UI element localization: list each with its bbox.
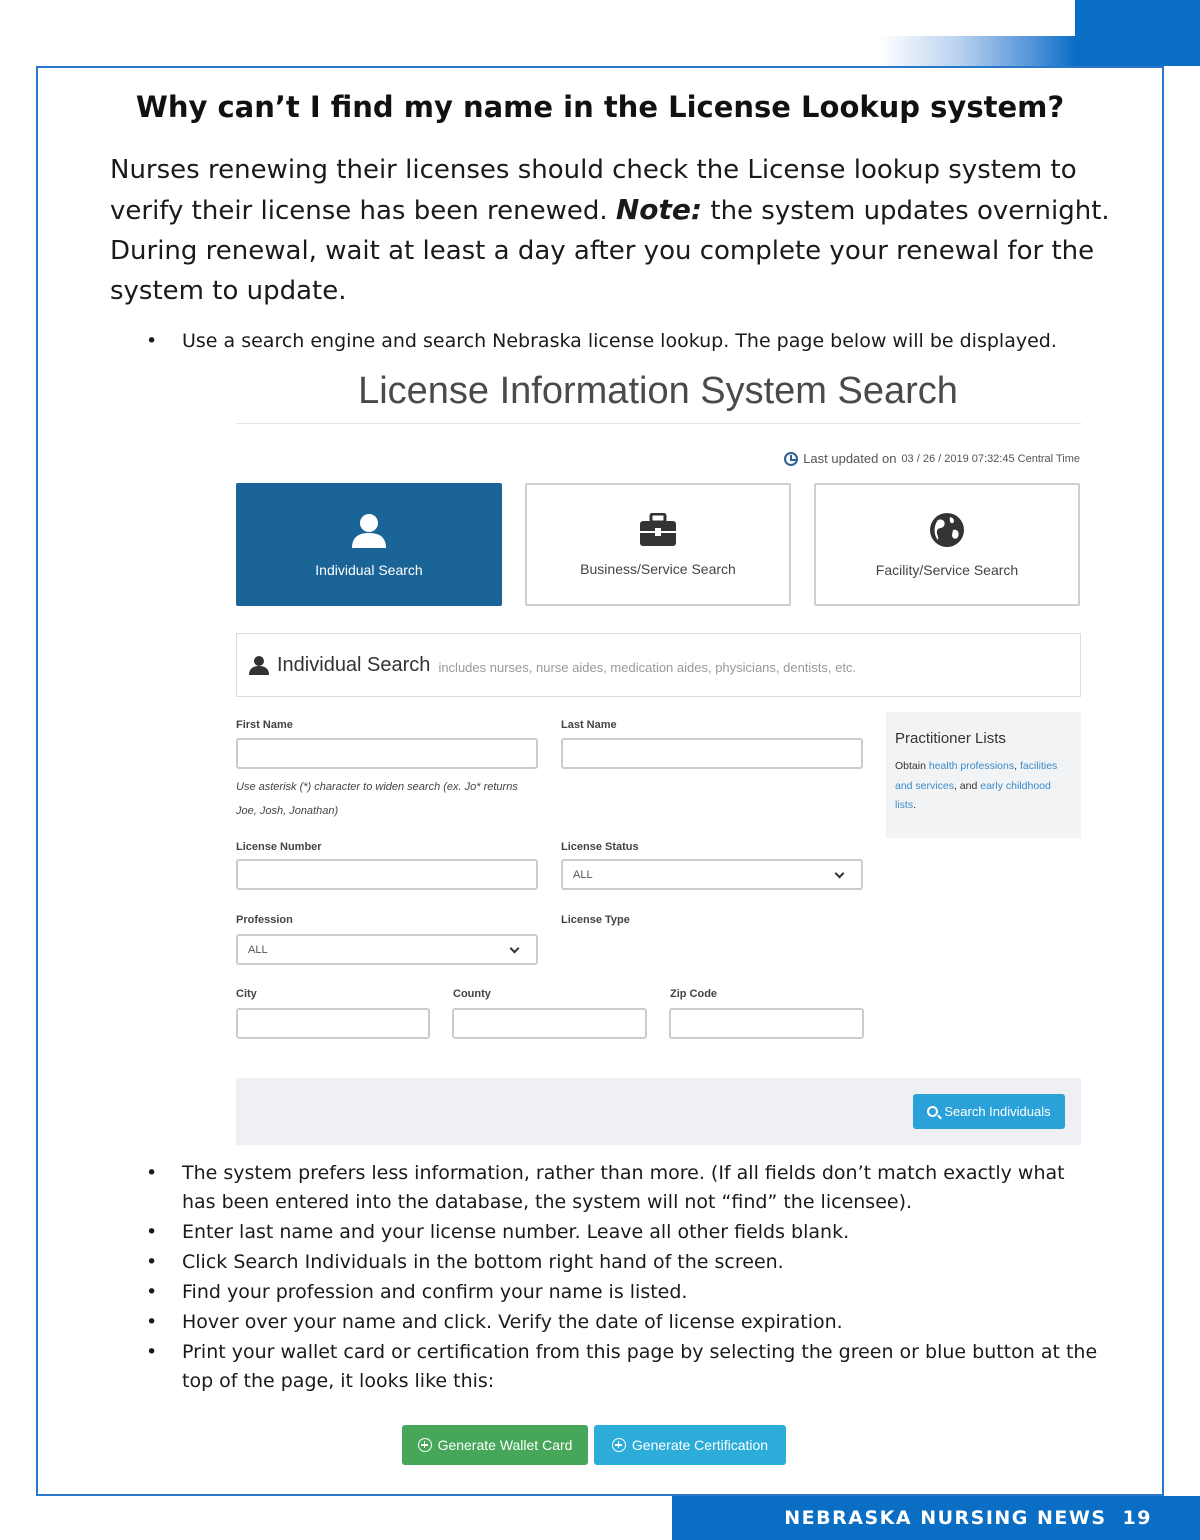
- list-item: • Find your profession and confirm your name is listed.: [140, 1278, 1100, 1307]
- practitioner-text: [895, 757, 1073, 816]
- card-label: Facility/Service Search: [875, 561, 1019, 578]
- facility-search-card[interactable]: [814, 483, 1080, 606]
- county-input[interactable]: [452, 1008, 647, 1039]
- briefcase-icon: [639, 513, 677, 547]
- profession-select[interactable]: [236, 934, 538, 965]
- generate-wallet-card-button[interactable]: [402, 1425, 588, 1465]
- intro-text-1: Nurses renewing their licenses should check the License lookup system to verify their license has been renewed.: [110, 155, 1077, 226]
- practitioner-obtain: Obtain: [895, 760, 929, 772]
- cert-button-label: Generate Certification: [631, 1437, 769, 1453]
- list-item: • Use a search engine and search Nebraska license lookup. The page below will be displayed.: [140, 327, 1100, 356]
- page-number: 19: [1122, 1507, 1152, 1529]
- search-button-label: Search Individuals: [944, 1104, 1051, 1119]
- practitioner-comma: ,: [1014, 760, 1020, 772]
- section-subtitle: includes nurses, nurse aides, medication aides, physicians, dentists, etc.: [438, 659, 857, 675]
- clock-icon: [784, 452, 798, 466]
- wallet-button-label: Generate Wallet Card: [437, 1437, 573, 1453]
- generate-certification-button[interactable]: [594, 1425, 786, 1465]
- practitioner-period: .: [913, 799, 917, 811]
- license-number-label: License Number: [236, 841, 322, 853]
- screenshot-title: License Information System Search: [358, 370, 958, 412]
- divider: [236, 423, 1081, 424]
- first-name-input[interactable]: [236, 738, 538, 769]
- license-number-input[interactable]: [236, 859, 538, 890]
- license-status-select[interactable]: [561, 859, 863, 890]
- chevron-down-icon: [835, 869, 845, 879]
- plus-circle-icon: [612, 1438, 626, 1452]
- zip-label: Zip Code: [670, 988, 718, 1000]
- practitioner-title: Practitioner Lists: [895, 730, 1006, 747]
- profession-value: ALL: [248, 943, 268, 956]
- city-label: City: [236, 988, 257, 1000]
- business-search-card[interactable]: [525, 483, 791, 606]
- globe-icon: [929, 512, 965, 548]
- bullet-list-bottom: [140, 1159, 1100, 1397]
- updated-time: 03 / 26 / 2019 07:32:45 Central Time: [901, 452, 1080, 465]
- section-header: [236, 633, 1081, 697]
- person-icon: [249, 655, 269, 675]
- facilities-services-link[interactable]: facilities and services: [895, 760, 1058, 792]
- license-search-screenshot: [230, 365, 1086, 1150]
- city-input[interactable]: [236, 1008, 430, 1039]
- article-intro: [110, 150, 1120, 311]
- license-status-value: ALL: [573, 868, 593, 881]
- last-updated: [784, 451, 1080, 466]
- search-individuals-button[interactable]: [913, 1094, 1065, 1129]
- list-item: • The system prefers less information, rather than more. (If all fields don’t match exactly what has been entered into the database, the system will not “find” the licensee).: [140, 1159, 1100, 1217]
- first-name-label: First Name: [236, 719, 293, 731]
- card-label: Business/Service Search: [580, 560, 736, 577]
- chevron-down-icon: [510, 944, 520, 954]
- license-type-label: License Type: [561, 914, 630, 926]
- last-name-input[interactable]: [561, 738, 863, 769]
- intro-text-2: the system updates overnight. During renewal, wait at least a day after you complete your renewal for the system to update.: [110, 196, 1110, 306]
- list-item: • Hover over your name and click. Verify the date of license expiration.: [140, 1308, 1100, 1337]
- zip-input[interactable]: [669, 1008, 864, 1039]
- publication-name: NEBRASKA NURSING NEWS: [784, 1507, 1107, 1529]
- card-label: Individual Search: [315, 561, 423, 578]
- health-professions-link[interactable]: health professions: [928, 760, 1015, 772]
- bullet-list-top: [140, 327, 1100, 357]
- article-title: Why can’t I find my name in the License Lookup system?: [135, 90, 1065, 124]
- section-title: Individual Search: [277, 653, 431, 676]
- updated-prefix: Last updated on: [803, 451, 897, 466]
- search-type-cards: [236, 483, 1081, 607]
- county-label: County: [453, 988, 491, 1000]
- list-item: • Click Search Individuals in the bottom right hand of the screen.: [140, 1248, 1100, 1277]
- license-status-label: License Status: [561, 841, 639, 853]
- person-icon: [350, 512, 388, 548]
- footer-bar: [672, 1496, 1200, 1540]
- practitioner-and: , and: [953, 779, 981, 792]
- corner-decoration: [1075, 0, 1200, 66]
- list-item: • Enter last name and your license number. Leave all other fields blank.: [140, 1218, 1100, 1247]
- plus-circle-icon: [418, 1438, 432, 1452]
- generate-buttons: [402, 1425, 786, 1465]
- search-icon: [927, 1106, 938, 1117]
- early-childhood-link[interactable]: early childhood lists: [895, 779, 1051, 811]
- asterisk-hint: Use asterisk (*) character to widen search (ex. Jo* returns Joe, Josh, Jonathan): [236, 781, 518, 817]
- last-name-label: Last Name: [561, 719, 617, 731]
- practitioner-lists-panel: [886, 712, 1081, 838]
- intro-note: Note:: [615, 193, 703, 226]
- individual-search-card[interactable]: [236, 483, 502, 606]
- corner-gradient-decoration: [880, 36, 1075, 66]
- list-item: • Print your wallet card or certification from this page by selecting the green or blue button at the top of the page, it looks like this:: [140, 1338, 1100, 1396]
- profession-label: Profession: [236, 914, 293, 926]
